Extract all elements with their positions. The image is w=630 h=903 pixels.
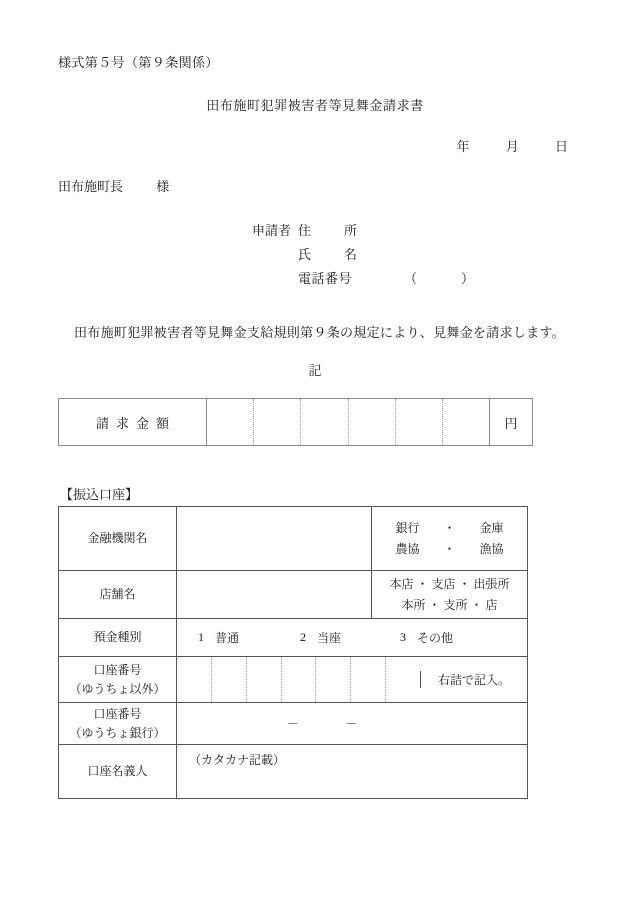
account-number-other-label [59,657,177,702]
bank-section-heading: 【振込口座】 [60,487,139,502]
form-number: 様式第５号（第９条関係） [58,55,219,70]
ki-mark: 記 [308,363,322,378]
account-digit-cell[interactable] [177,657,212,702]
account-digit-cell[interactable] [316,657,351,702]
applicant-phone-label: 電話番号 [298,271,353,286]
deposit-type-options [177,629,527,646]
branch-options-line1: 本店 ・ 支店 ・ 出張所 [389,576,510,591]
amount-digit-cell[interactable] [396,399,443,445]
applicant-phone-row [252,267,474,291]
account-number-yucho-label-line2: （ゆうちょ銀行） [69,725,166,740]
applicant-block [252,219,474,291]
phone-close-paren: ） [461,271,475,286]
addressee [58,176,169,195]
deposit-option-other[interactable] [389,629,457,646]
amount-table [58,398,533,446]
account-digit-cell[interactable] [212,657,247,702]
table-row-account-number-other [59,657,527,703]
branch-value-field[interactable] [177,571,371,618]
addressee-honorific: 様 [156,179,170,194]
account-number-note: 右詰で記入。 [420,671,527,688]
yucho-dash-1: － [286,717,299,731]
amount-label: 請求金額 [59,399,207,445]
deposit-option-name: 当座 [317,631,342,645]
account-number-other-body [177,657,527,702]
institution-options-line2: 農協 ・ 漁協 [395,541,504,556]
applicant-name-label: 氏 名 [298,247,368,262]
body-text [58,322,565,341]
account-number-other-label-line1: 口座番号 [93,662,142,677]
table-row-deposit-type [59,619,527,657]
account-number-yucho-label [59,703,177,744]
account-holder-value-field[interactable] [177,745,527,798]
amount-digit-cell[interactable] [349,399,396,445]
amount-digit-cells [207,399,489,445]
applicant-heading: 申請者 [252,223,292,238]
applicant-name-row [252,243,474,267]
deposit-option-name: その他 [417,631,454,645]
date-day-label: 日 [554,139,568,154]
account-digit-cell[interactable] [282,657,317,702]
applicant-address-label: 住 所 [298,223,368,238]
deposit-option-name: 普通 [215,631,240,645]
table-row-institution [59,507,527,571]
branch-label: 店舗名 [59,571,177,618]
deposit-type-body [177,619,527,656]
bank-account-table [58,506,528,799]
deposit-option-touza[interactable] [289,629,345,646]
branch-options-line2: 本所 ・ 支所 ・ 店 [401,597,498,612]
account-number-digit-cells [177,657,420,702]
yucho-dash-2: － [345,717,358,731]
deposit-option-number: 2 [300,630,307,644]
body-sentence: 田布施町犯罪被害者等見舞金支給規則第９条の規定により、見舞金を請求します。 [74,325,566,340]
deposit-type-label: 預金種別 [59,619,177,656]
applicant-phone-parens [404,271,474,286]
date-line [0,136,568,155]
deposit-option-futsuu[interactable] [187,629,243,646]
applicant-address-row [252,219,474,243]
amount-digit-cell[interactable] [301,399,348,445]
addressee-name: 田布施町長 [58,179,124,194]
table-row-account-holder [59,745,527,799]
amount-digit-cell[interactable] [207,399,254,445]
institution-value-field[interactable] [177,507,371,570]
date-year-label: 年 [456,139,470,154]
institution-options[interactable] [371,507,527,570]
deposit-option-number: 3 [400,630,407,644]
account-digit-cell[interactable] [247,657,282,702]
account-holder-kana-note: （カタカナ記載） [189,753,286,767]
date-month-label: 月 [505,139,519,154]
phone-open-paren: （ [404,271,418,286]
table-row-branch [59,571,527,619]
account-number-yucho-label-line1: 口座番号 [93,706,142,721]
amount-digit-cell[interactable] [443,399,489,445]
page-title: 田布施町犯罪被害者等見舞金請求書 [206,98,424,113]
table-row-account-number-yucho [59,703,527,745]
account-number-other-label-line2: （ゆうちょ以外） [69,681,166,696]
branch-options[interactable] [371,571,527,618]
institution-options-line1: 銀行 ・ 金庫 [395,520,504,535]
account-number-yucho-body[interactable] [177,703,527,744]
deposit-option-number: 1 [198,630,204,644]
account-digit-cell[interactable] [351,657,386,702]
account-digit-cell[interactable] [386,657,420,702]
institution-label: 金融機関名 [59,507,177,570]
yucho-dash-group [177,715,527,732]
amount-digit-cell[interactable] [254,399,301,445]
amount-unit-yen: 円 [489,399,532,445]
account-holder-label: 口座名義人 [59,745,177,798]
